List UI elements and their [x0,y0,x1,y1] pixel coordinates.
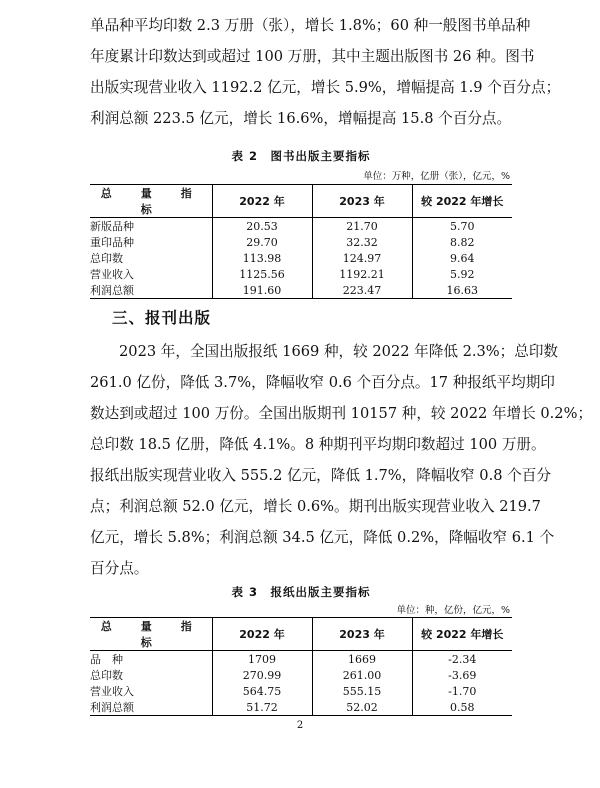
value-2023: 1192.21 [312,266,412,282]
value-2023: 261.00 [312,667,412,683]
intro-paragraph [90,10,561,134]
row-label: 总印数 [90,252,123,265]
table-row [90,282,512,299]
table2 [90,184,512,299]
value-2023: 32.32 [312,234,412,250]
intro-line: 年度累计印数达到或超过 100 万册，其中主题出版图书 26 种。图书 [90,48,535,65]
value-2023: 223.47 [312,282,412,299]
value-growth: -1.70 [412,683,512,699]
table2-caption: 表 2 图书出版主要指标 [231,149,371,163]
body-line: 2023 年，全国出版报纸 1669 种，较 2022 年降低 2.3%；总印数 [119,343,559,360]
header-2023: 2023 年 [312,618,412,651]
header-growth: 较 2022 年增长 [412,618,512,651]
value-growth: 5.92 [412,266,512,282]
value-growth: 0.58 [412,699,512,716]
row-label: 品 种 [90,653,123,666]
value-growth: 5.70 [412,218,512,235]
section-heading: 三、报刊出版 [112,309,212,327]
table3-caption: 表 3 报纸出版主要指标 [231,585,371,599]
body-line: 百分点。 [90,560,149,577]
body-paragraph [90,336,593,584]
row-label: 利润总额 [90,699,212,716]
value-growth: 9.64 [412,250,512,266]
header-2023: 2023 年 [312,185,412,218]
table-row [90,250,512,266]
table-header-row [90,618,512,651]
value-2022: 270.99 [212,667,312,683]
value-2022: 1125.56 [212,266,312,282]
table-row [90,234,512,250]
value-2023: 21.70 [312,218,412,235]
row-label: 新版品种 [90,220,134,233]
table-row [90,218,512,235]
intro-line: 出版实现营业收入 1192.2 亿元，增长 5.9%，增幅提高 1.9 个百分点； [90,79,561,96]
page-number: 2 [296,720,304,731]
header-growth: 较 2022 年增长 [412,185,512,218]
body-line: 数达到或超过 100 万份。全国出版期刊 10157 种，较 2022 年增长 0.2%； [90,405,593,422]
table-row [90,699,512,716]
value-2022: 29.70 [212,234,312,250]
table3 [90,617,512,716]
value-2023: 555.15 [312,683,412,699]
header-2022: 2022 年 [212,618,312,651]
value-2022: 564.75 [212,683,312,699]
value-growth: -2.34 [412,651,512,668]
row-label: 营业收入 [90,268,134,281]
table-row [90,667,512,683]
body-line: 点；利润总额 52.0 亿元，增长 0.6%。期刊出版实现营业收入 219.7 [90,498,541,515]
value-growth: 16.63 [412,282,512,299]
value-2022: 191.60 [212,282,312,299]
value-2022: 51.72 [212,699,312,716]
value-2022: 20.53 [212,218,312,235]
body-line: 总印数 18.5 亿册，降低 4.1%。8 种期刊平均期印数超过 100 万册。 [90,436,546,453]
body-line: 报纸出版实现营业收入 555.2 亿元，降低 1.7%，降幅收窄 0.8 个百分 [90,467,551,484]
table-header-row [90,185,512,218]
table3-unit: 单位：种，亿份，亿元，% [396,605,510,616]
table2-unit: 单位：万种，亿册（张），亿元，% [363,171,510,182]
header-indicator: 总 量 指 标 [90,618,212,651]
table-row [90,651,512,668]
row-label: 营业收入 [90,685,134,698]
value-2023: 1669 [312,651,412,668]
value-2022: 113.98 [212,250,312,266]
table-row [90,266,512,282]
header-indicator: 总 量 指 标 [90,185,212,218]
row-label: 总印数 [90,669,123,682]
body-line: 亿元，增长 5.8%；利润总额 34.5 亿元，降低 0.2%，降幅收窄 6.1 个 [90,529,555,546]
value-2023: 124.97 [312,250,412,266]
intro-line: 单品种平均印数 2.3 万册（张），增长 1.8%；60 种一般图书单品种 [90,17,531,34]
value-2023: 52.02 [312,699,412,716]
value-growth: -3.69 [412,667,512,683]
row-label: 利润总额 [90,282,212,299]
value-2022: 1709 [212,651,312,668]
row-label: 重印品种 [90,236,134,249]
value-growth: 8.82 [412,234,512,250]
intro-line: 利润总额 223.5 亿元，增长 16.6%，增幅提高 15.8 个百分点。 [90,110,512,127]
body-line: 261.0 亿份，降低 3.7%，降幅收窄 0.6 个百分点。17 种报纸平均期印 [90,374,555,391]
header-2022: 2022 年 [212,185,312,218]
table-row [90,683,512,699]
